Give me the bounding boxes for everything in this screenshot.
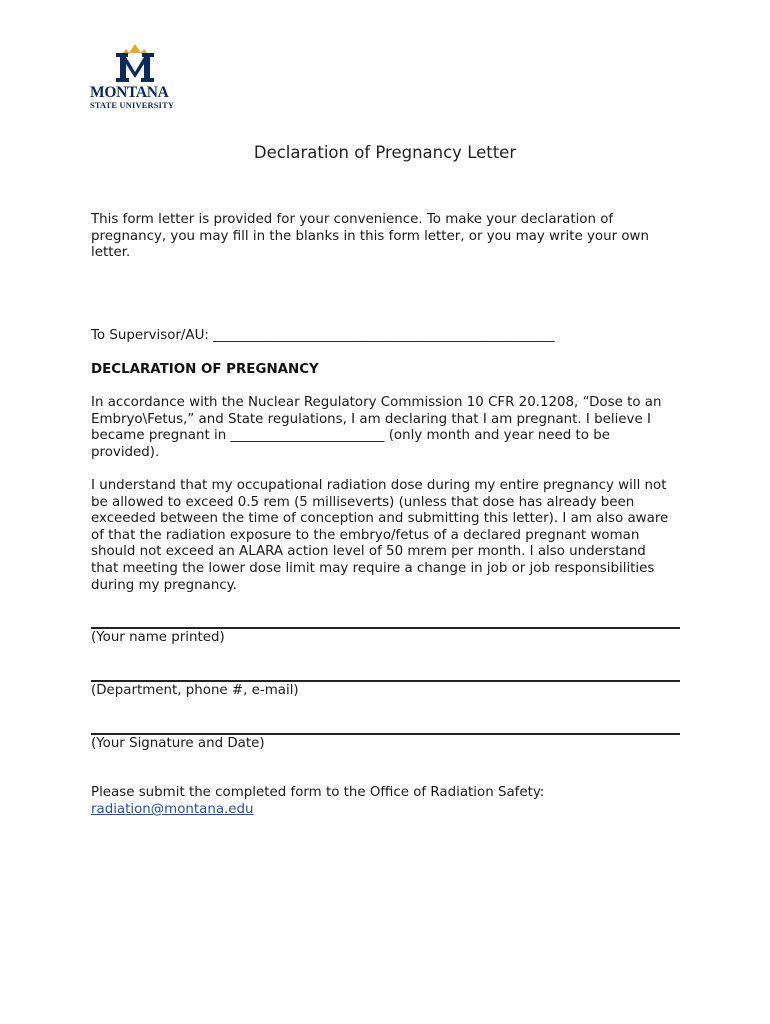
name-signature-line[interactable] [91, 627, 680, 629]
declaration-paragraph: In accordance with the Nuclear Regulatory Commission 10 CFR 20.1208, “Dose to an Embryo\Fetus,” and State regulations, I am declaring that I am pregnant. I believe I became pregnant in _______________________ (only month and year need to be provided). [91, 395, 662, 460]
logo-subtitle: STATE UNIVERSITY [90, 101, 175, 110]
department-signature-line[interactable] [91, 680, 680, 682]
dose-paragraph: I understand that my occupational radiation dose during my entire pregnancy will not be allowed to exceed 0.5 rem (5 milliseverts) (unless that dose has already been exceeded between the time of conception and submitting this letter). I am also aware of that the radiation exposure to the embryo/fetus of a declared pregnant woman should not exceed an ALARA action level of 50 mrem per month. I also understand that meeting the lower dose limit may require a change in job or job responsibilities during my pregnancy. [91, 478, 669, 593]
page-title: Declaration of Pregnancy Letter [253, 143, 517, 162]
msu-m-emblem-icon [112, 44, 158, 84]
department-label: (Department, phone #, e-mail) [91, 683, 299, 698]
signature-date-line[interactable] [91, 733, 680, 735]
name-label: (Your name printed) [91, 630, 225, 645]
radiation-email-link[interactable]: radiation@montana.edu [91, 802, 254, 817]
intro-text: This form letter is provided for your convenience. To make your declaration of pregnancy, you may fill in the blanks in this form letter, or you may write your own letter. [91, 212, 649, 261]
supervisor-field[interactable]: To Supervisor/AU: ___________________________________________________ [91, 328, 555, 343]
msu-logo [90, 44, 182, 110]
logo-wordmark: MONTANA [90, 84, 169, 101]
section-heading: DECLARATION OF PREGNANCY [91, 362, 319, 377]
signature-label: (Your Signature and Date) [91, 736, 265, 751]
submit-instructions: Please submit the completed form to the Office of Radiation Safety: [91, 785, 545, 800]
